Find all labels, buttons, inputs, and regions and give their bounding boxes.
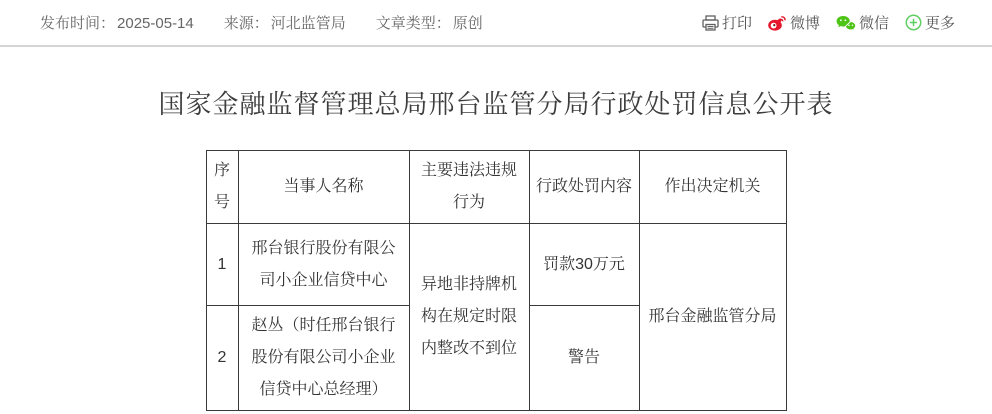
article-type: [376, 12, 483, 33]
page-title: 国家金融监督管理总局邢台监管分局行政处罚信息公开表: [158, 89, 834, 119]
cell-party-2: 赵丛（时任邢台银行股份有限公司小企业信贷中心总经理）: [238, 306, 409, 411]
article-meta-info: [40, 12, 483, 33]
cell-index-1: 1: [206, 224, 238, 306]
publish-time-value: 2025-05-14: [117, 15, 194, 32]
header-index: 序号: [206, 151, 238, 224]
wechat-share-label: 微信: [858, 15, 889, 32]
share-toolbar: [702, 12, 955, 33]
cell-index-2: 2: [206, 306, 238, 411]
weibo-icon: [768, 15, 787, 31]
article-type-label: 文章类型：: [375, 15, 451, 32]
header-violation: 主要违法违规行为: [409, 151, 529, 224]
article-type-value: 原创: [452, 15, 483, 32]
weibo-share-label: 微博: [789, 15, 820, 32]
table-header-row: [206, 151, 786, 224]
article-meta-bar: [0, 0, 992, 47]
cell-violation-merged: 异地非持牌机构在规定时限内整改不到位: [409, 224, 529, 411]
article-source-value: 河北监管局: [270, 15, 346, 32]
more-share-label: 更多: [924, 15, 955, 32]
header-party: 当事人名称: [238, 151, 409, 224]
print-button-label: 打印: [721, 15, 752, 32]
printer-icon: [702, 15, 719, 31]
weibo-share-button[interactable]: [768, 12, 820, 33]
publish-time-label: 发布时间：: [40, 15, 116, 32]
article-source: [224, 12, 346, 33]
print-button[interactable]: [702, 12, 752, 33]
cell-authority-merged: 邢台金融监管分局: [639, 224, 786, 411]
cell-penalty-2: 警告: [529, 306, 639, 411]
plus-circle-icon: [905, 14, 922, 31]
header-authority: 作出决定机关: [639, 151, 786, 224]
penalty-table: [206, 150, 787, 411]
header-penalty: 行政处罚内容: [529, 151, 639, 224]
table-row: [206, 224, 786, 306]
cell-party-1: 邢台银行股份有限公司小企业信贷中心: [238, 224, 409, 306]
publish-time: [40, 12, 194, 33]
wechat-share-button[interactable]: [836, 12, 889, 33]
cell-penalty-1: 罚款30万元: [529, 224, 639, 306]
more-share-button[interactable]: [905, 12, 955, 33]
article-source-label: 来源：: [223, 15, 269, 32]
wechat-icon: [836, 15, 856, 31]
